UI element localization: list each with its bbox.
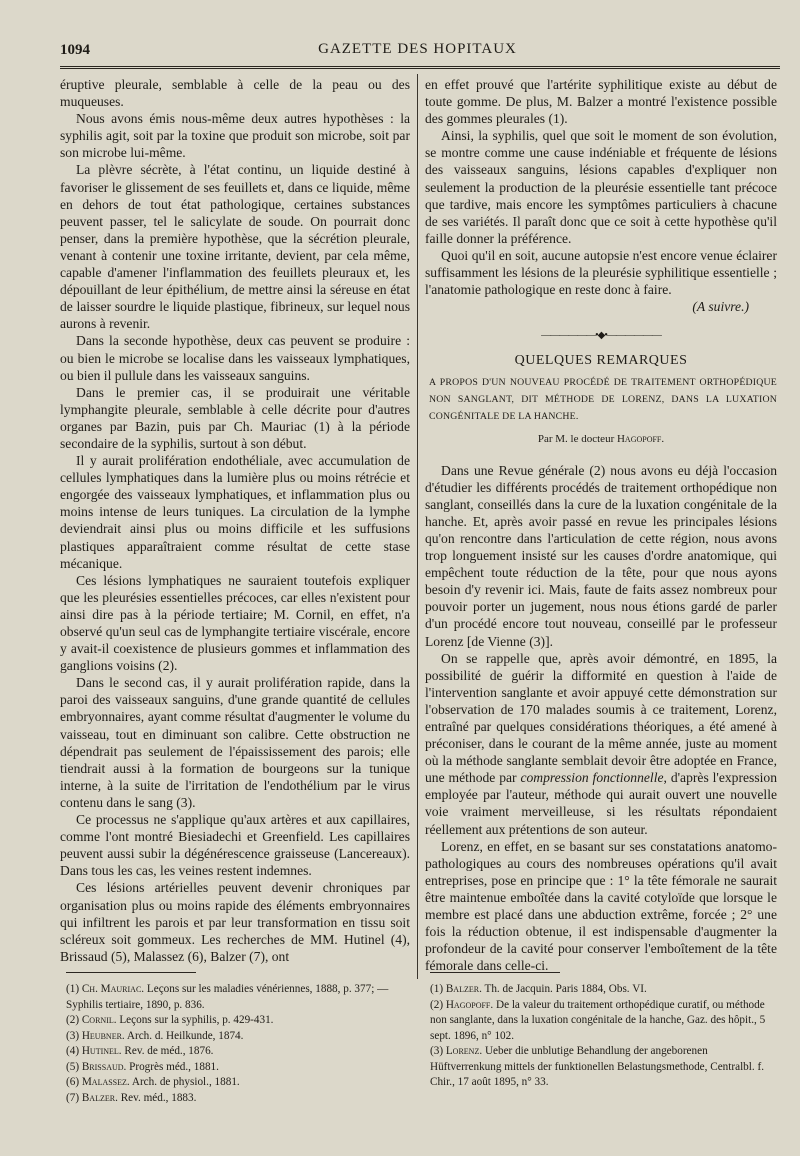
- footnote-rule: [66, 972, 196, 973]
- column-divider: [417, 74, 418, 979]
- paragraph: Ce processus ne s'applique qu'aux artères et aux capillaires, comme l'ont montré Biesiadechi et Greenfield. Les capillaires peuvent aussi subir la dégénérescence graisseuse (Lancereaux). Dans tous les cas, les veines restent indemnes.: [60, 812, 410, 879]
- paragraph: Dans le premier cas, il se produirait une véritable lymphangite pleurale, semblable à celle décrite pour d'autres organes par Bazin, puis par Ch. Mauriac (1) à la période secondaire de la syphilis, surtout à son début.: [60, 384, 410, 451]
- paragraph: Nous avons émis nous-même deux autres hypothèses : la syphilis agit, soit par la toxine que produit son microbe, soit par son microbe lui-même.: [60, 111, 410, 161]
- footnote-author: Cornil.: [81, 1014, 117, 1026]
- footnote: (1) Ch. Mauriac. Leçons sur les maladies vénériennes, 1888, p. 377; — Syphilis tertiaire, 1890, p. 836.: [66, 983, 389, 1011]
- paragraph: Lorenz, en effet, en se basant sur ses constatations anatomo-pathologiques au cours des nombreuses opérations qu'il avait entreprises, pose en principe que : 1° la tête fémorale ne saurait être maintenue emboîtée dans la cavité cotyloïde que lorsque le membre est placé dans une abduction extrême, forcée ; 2° une fois la réduction obtenue, il est indispensable d'augmenter la profondeur de la cavité pour conserver l'emboîtement de la tête fémorale dans celle-ci.: [425, 838, 777, 974]
- footnotes-right: [430, 982, 778, 1091]
- footnote: (7) Balzer. Rev. méd., 1883.: [66, 1091, 197, 1104]
- footnote: (4) Hutinel. Rev. de méd., 1876.: [66, 1045, 214, 1057]
- footnote: (2) Hagopoff. De la valeur du traitement orthopédique curatif, ou méthode non sanglante, dans la luxation congénitale de la hanche, Gaz. des hôpit., 5 sept. 1896, n° 102.: [430, 998, 766, 1042]
- section-divider: ——————•◆•——————: [541, 330, 661, 342]
- paragraph: en effet prouvé que l'artérite syphilitique existe au début de toute gomme. De plus, M. Balzer a montré l'existence possible des gommes pleurales (1).: [425, 77, 777, 127]
- paragraph: Dans le second cas, il y aurait prolifération rapide, dans la paroi des vaisseaux sanguins, d'une grande quantité de cellules embryonnaires, ayant comme résultat d'augmenter le volume du vaisseau, tout en diminuant son calibre. Cette obstruction ne dépendrait pas seulement de l'épaississement des parois; elle tiendrait aussi à la formation de bourgeons sur la tunique interne, à la suite de l'irritation de l'endothélium par le virus contenu dans le sang (3).: [60, 675, 410, 810]
- footnote-author: Malassez.: [81, 1076, 130, 1088]
- byline-prefix: Par M. le docteur: [537, 432, 617, 445]
- footnote-author: Balzer.: [81, 1091, 118, 1104]
- footnote: (2) Cornil. Leçons sur la syphilis, p. 429-431.: [66, 1014, 274, 1026]
- footnotes-left: [66, 982, 410, 1106]
- left-column: [60, 76, 410, 965]
- footnote-rule: [430, 972, 560, 973]
- to-be-continued: (A suivre.): [692, 299, 749, 315]
- footnote: (6) Malassez. Arch. de physiol., 1881.: [66, 1076, 240, 1088]
- paragraph: Quoi qu'il en soit, aucune autopsie n'est encore venue éclairer suffisamment les lésions de la pleurésie syphilitique essentielle ; l'anatomie pathologique en reste donc à faire.: [425, 247, 777, 298]
- journal-title: GAZETTE DES HOPITAUX: [318, 41, 517, 57]
- footnote-author: Brissaud.: [81, 1060, 127, 1073]
- header-rule: [60, 66, 780, 69]
- paragraph: Dans la seconde hypothèse, deux cas peuvent se produire : ou bien le microbe se localise dans les vaisseaux lymphatiques, ou bien il pullule dans les vaisseaux sanguins.: [60, 333, 410, 383]
- paragraph: On se rappelle que, après avoir démontré, en 1895, la possibilité de guérir la difformité en question à l'aide de l'intervention sanglante et avoir appuyé cette démonstration sur l'observation de 170 malades soumis à ce traitement, Lorenz, entraîné par quelques considérations théoriques, a été amené à préconiser, dans le courant de la même année, juste au moment où la méthode sanglante semblait devoir être adoptée en France, une méthode par compression fonctionnelle, d'après l'expression employée par l'auteur, méthode qui aurait ouvert une nouvelle voie vraiment merveilleuse, si les résultats répondaient réellement aux prétentions de son auteur.: [425, 650, 777, 837]
- paragraph: Il y aurait prolifération endothéliale, avec accumulation de cellules lymphatiques dans la lumière plus ou moins rétrécie et engorgée des vaisseaux lymphatiques, et inflammation plus ou moins intense de leurs tuniques. La circulation de la lymphe deviendrait ainsi plus ou moins difficile et les suffusions plastiques apparaîtraient comme résultat de cette stase mécanique.: [60, 453, 410, 571]
- author-name: Hagopoff.: [616, 432, 665, 445]
- page-header: [60, 38, 775, 60]
- paragraph: Dans une Revue générale (2) nous avons eu déjà l'occasion d'étudier les différents procédés de traitement orthopédique non sanglant, conseillés dans la cure de la luxation congénitale de la hanche. Et, après avoir passé en revue les principales lésions qu'on rencontre dans l'articulation de cette région, nous avons trop longuement insisté sur les causes d'ordre anatomique, qui empêchent toute réduction de la tête, pour que nous ayons besoin d'y revenir ici. Mais, faute de faits assez nombreux pour pouvoir porter un jugement, nous nous étions gardé de parler d'un procédé encore tout nouveau, conseillé par le professeur Lorenz [de Vienne (3)].: [425, 462, 777, 649]
- paragraph: Ces lésions lymphatiques ne sauraient toutefois expliquer que les pleurésies essentielles précoces, car elles n'existent pour ainsi dire pas à la période tertiaire; M. Cornil, en effet, n'a observé qu'un seul cas de lymphangite tertiaire viscérale, encore y avait-il coexistence de plusieurs gommes et inflammation des ganglions voisins (2).: [60, 572, 410, 674]
- emphasis: compression fonctionnelle: [520, 770, 664, 786]
- paragraph: La plèvre sécrète, à l'état continu, un liquide destiné à favoriser le glissement de ses feuillets et, dans ce liquide, même en dehors de tout état pathologique, certaines substances peuvent passer, tel le salicylate de soude. On pourrait donc penser, dans la première hypothèse, que la sécrétion pleurale, venant à contenir une toxine irritante, devient, par cela même, capable d'amener l'inflammation des feuillets pleuraux et, les dépouillant de leur épithélium, de mettre ainsi la séreuse en état de laisser sourdre le liquide plastique, fibrineux, sur lequel nous aurons à revenir.: [60, 162, 410, 332]
- footnote: (3) Heubner. Arch. d. Heilkunde, 1874.: [66, 1029, 244, 1042]
- page-number: 1094: [60, 42, 90, 58]
- footnote-author: Heubner.: [81, 1029, 125, 1042]
- paragraph: Ces lésions artérielles peuvent devenir chroniques par organisation plus ou moins rapide des éléments embryonnaires qui infiltrent les parois et par leur transformation en tissu soit scléreux soit gommeux. Les recherches de MM. Hutinel (4), Brissaud (5), Malassez (6), Balzer (7), ont: [60, 880, 410, 964]
- footnote-author: Balzer.: [445, 983, 482, 995]
- footnote-author: Lorenz.: [445, 1045, 483, 1057]
- footnote-author: Hutinel.: [81, 1045, 122, 1057]
- paragraph: Ainsi, la syphilis, quel que soit le moment de son évolution, se montre comme une cause indéniable et fréquente de lésions des vaisseaux sanguins, lésions capables d'expliquer non seulement la production de la pleurésie essentielle tant précoce que tardive, mais encore les symptômes particuliers à chacune de ses variétés. Il paraît donc que ce soit à cette hypothèse qu'il faille donner la préférence.: [425, 128, 777, 246]
- section-subtitle: A PROPOS D'UN NOUVEAU PROCÉDÉ DE TRAITEMENT ORTHOPÉDIQUE NON SANGLANT, DIT MÉTHODE DE LORENZ, DANS LA LUXATION CONGÉNITALE DE LA HANCHE.: [429, 376, 777, 422]
- footnote: (1) Balzer. Th. de Jacquin. Paris 1884, Obs. VI.: [430, 983, 647, 995]
- byline: [425, 431, 777, 448]
- footnote: (5) Brissaud. Progrès méd., 1881.: [66, 1060, 219, 1073]
- footnote-author: Hagopoff.: [445, 998, 494, 1011]
- right-column: [425, 76, 777, 974]
- footnote-author: Ch. Mauriac.: [81, 983, 145, 995]
- footnote: (3) Lorenz. Ueber die unblutige Behandlung der angeborenen Hüftverrenkung mittels der funktionellen Belastungsmethode, Centralbl. f. Chir., 17 août 1895, n° 33.: [430, 1045, 764, 1088]
- section-title: QUELQUES REMARQUES: [514, 353, 688, 369]
- paragraph: éruptive pleurale, semblable à celle de la peau ou des muqueuses.: [60, 77, 410, 110]
